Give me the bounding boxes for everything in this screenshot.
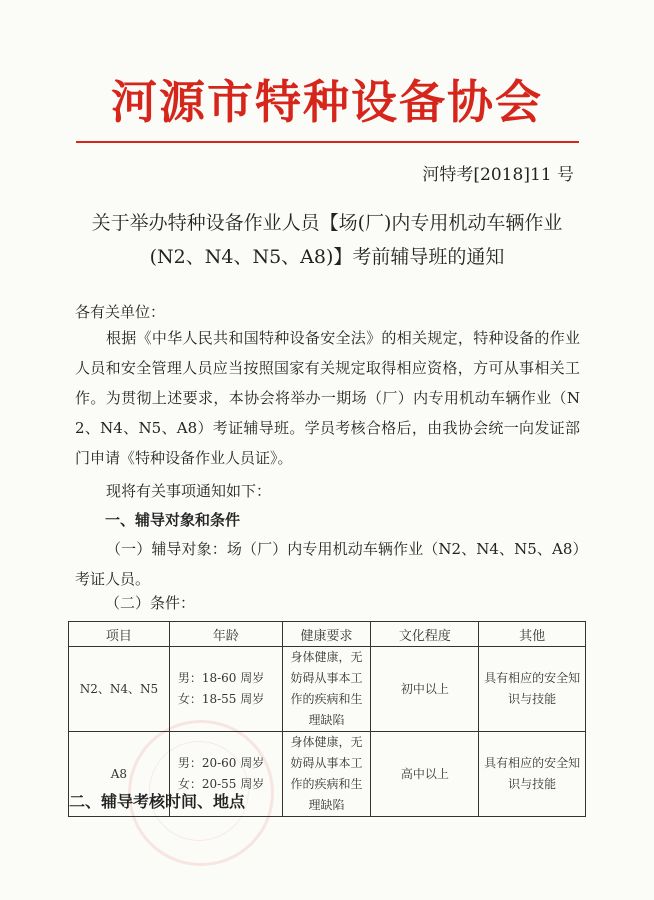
- conditions-label: （二）条件：: [105, 594, 196, 612]
- table-header-cell: 健康要求: [282, 622, 371, 647]
- other-cell: 具有相应的安全知识与技能: [479, 732, 586, 817]
- organization-letterhead: 河源市特种设备协会: [111, 75, 543, 129]
- notice-title-line-2: (N2、N4、N5、A8)】考前辅导班的通知: [149, 246, 505, 268]
- health-cell: 身体健康，无妨碍从事本工作的疾病和生理缺陷: [282, 732, 371, 817]
- table-header-cell: 年龄: [169, 622, 282, 647]
- item-cell: N2、N4、N5: [69, 647, 170, 732]
- notice-title: [60, 206, 594, 274]
- other-cell: 具有相应的安全知识与技能: [479, 647, 586, 732]
- table-header-cell: 其他: [479, 622, 586, 647]
- age-female: 女：18-55 周岁: [177, 692, 265, 706]
- item-cell: A8: [69, 732, 170, 817]
- target-audience-paragraph: （一）辅导对象：场（厂）内专用机动车辆作业（N2、N4、N5、A8）考证人员。: [75, 540, 580, 588]
- age-male: 男：20-60 周岁: [177, 756, 265, 770]
- education-cell: 初中以上: [371, 647, 479, 732]
- education-cell: 高中以上: [371, 732, 479, 817]
- section-heading-1: 一、辅导对象和条件: [105, 511, 241, 529]
- section-heading-2: 二、辅导考核时间、地点: [69, 792, 246, 811]
- age-female: 女：20-55 周岁: [177, 777, 265, 791]
- notice-lead-paragraph: 现将有关事项通知如下：: [106, 482, 272, 500]
- table-header-cell: 项目: [69, 622, 170, 647]
- conditions-table: [68, 621, 586, 817]
- age-cell: [169, 647, 282, 732]
- salutation: 各有关单位：: [75, 303, 166, 321]
- age-male: 男：18-60 周岁: [177, 671, 265, 685]
- table-header-cell: 文化程度: [371, 622, 479, 647]
- table-header-row: [69, 622, 586, 647]
- health-cell: 身体健康，无妨碍从事本工作的疾病和生理缺陷: [282, 647, 371, 732]
- notice-title-line-1: 关于举办特种设备作业人员【场(厂)内专用机动车辆作业: [91, 212, 563, 234]
- table-row: [69, 647, 586, 732]
- document-number: 河特考[2018]11 号: [422, 165, 574, 185]
- letterhead-divider: [76, 141, 579, 143]
- intro-paragraph: 根据《中华人民共和国特种设备安全法》的相关规定，特种设备的作业人员和安全管理人员应当按照国家有关规定取得相应资格，方可从事相关工作。为贯彻上述要求，本协会将举办一期场（厂）内专用机动车辆作业（N2、N4、N5、A8）考证辅导班。学员考核合格后，由我协会统一向发证部门申请《特种设备作业人员证》。: [75, 329, 580, 467]
